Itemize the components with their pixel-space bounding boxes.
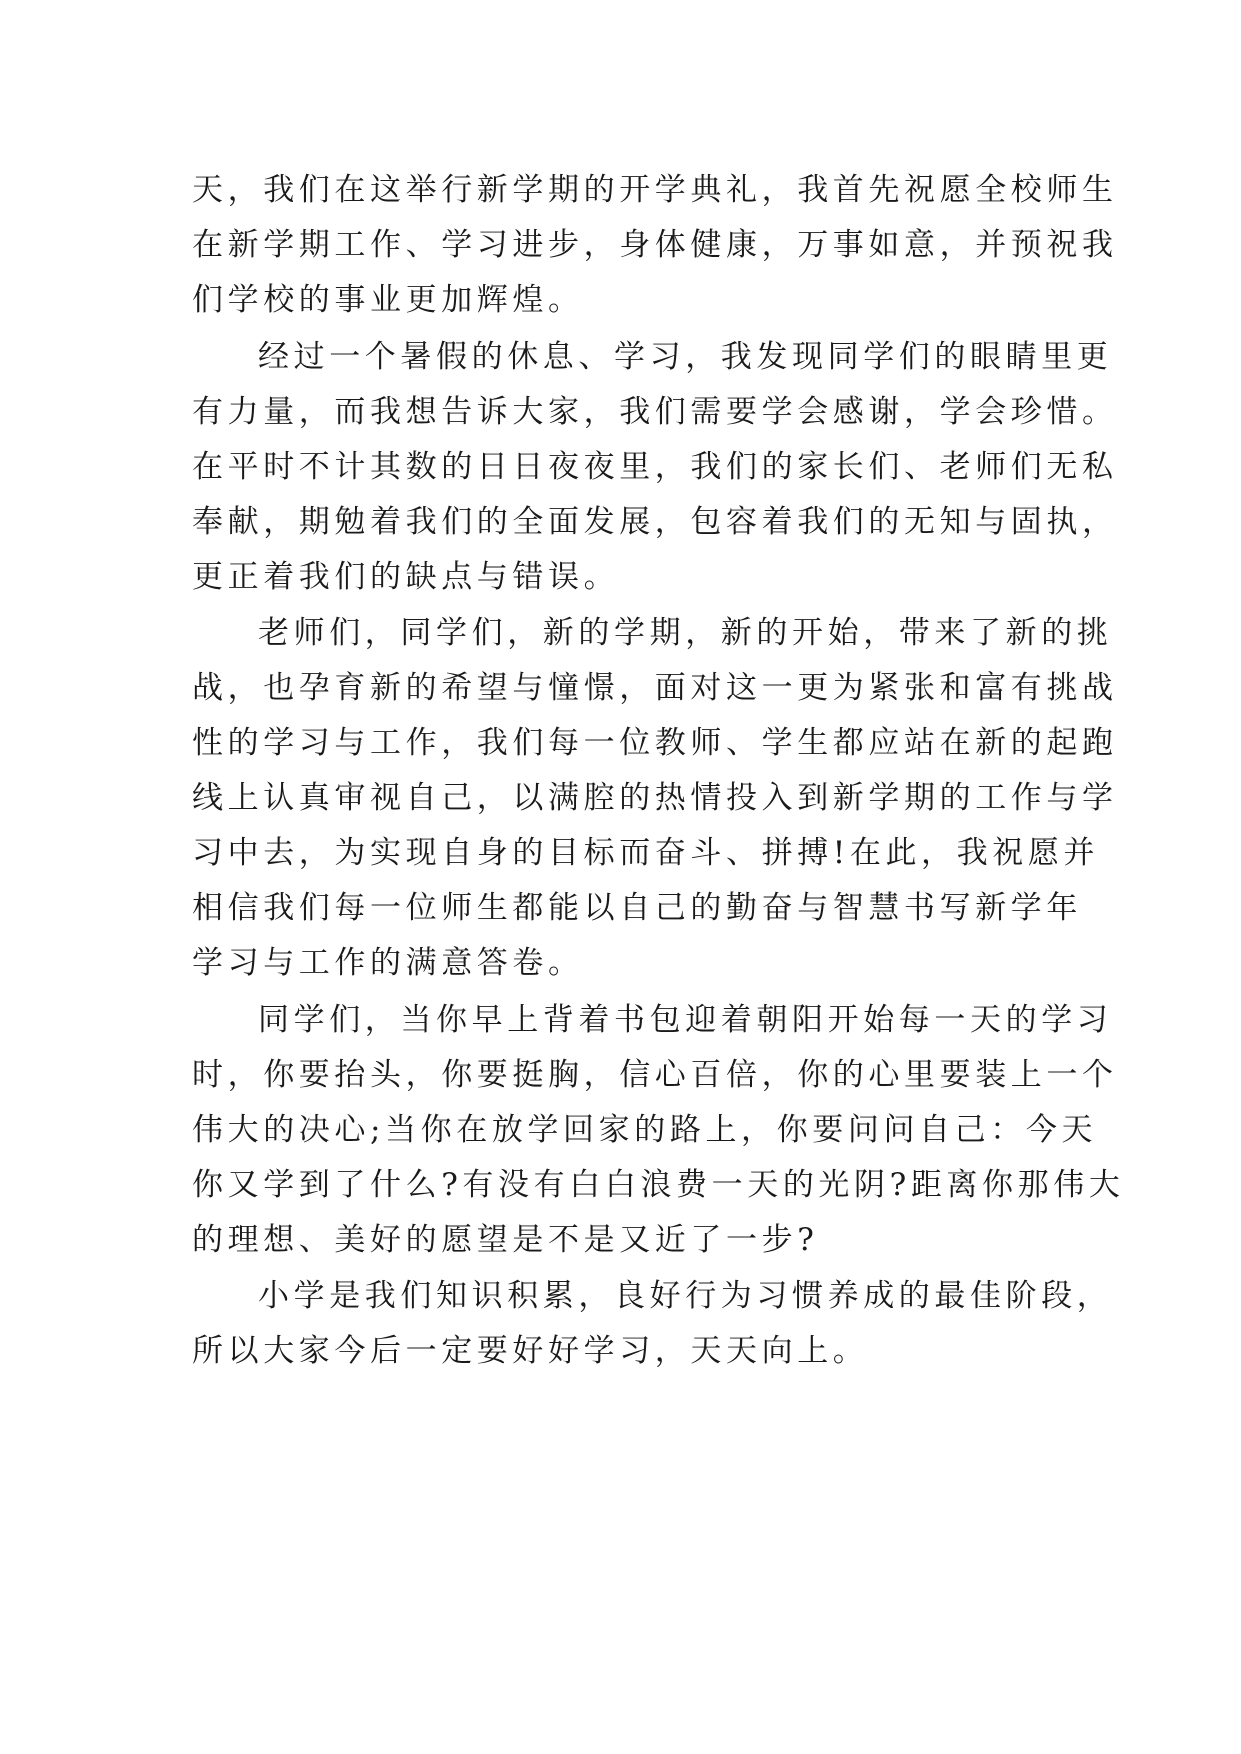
text-line: 有力量，而我想告诉大家，我们需要学会感谢，学会珍惜。 <box>192 394 1118 430</box>
text-line: 相信我们每一位师生都能以自己的勤奋与智慧书写新学年 <box>192 890 1082 926</box>
text-line: 们学校的事业更加辉煌。 <box>192 282 584 318</box>
text-line: 习中去，为实现自身的目标而奋斗、拼搏!在此，我祝愿并 <box>192 835 1100 871</box>
text-line: 伟大的决心;当你在放学回家的路上，你要问问自己：今天 <box>192 1112 1098 1148</box>
text-line: 更正着我们的缺点与错误。 <box>192 559 620 595</box>
text-line: 在新学期工作、学习进步，身体健康，万事如意，并预祝我 <box>192 227 1118 263</box>
text-line: 同学们，当你早上背着书包迎着朝阳开始每一天的学习 <box>258 1002 1113 1038</box>
text-line: 学习与工作的满意答卷。 <box>192 945 584 981</box>
text-line: 奉献，期勉着我们的全面发展，包容着我们的无知与固执， <box>192 504 1118 540</box>
text-line: 在平时不计其数的日日夜夜里，我们的家长们、老师们无私 <box>192 449 1118 485</box>
text-line: 的理想、美好的愿望是不是又近了一步? <box>192 1222 819 1258</box>
text-line: 战，也孕育新的希望与憧憬，面对这一更为紧张和富有挑战 <box>192 670 1118 706</box>
text-line: 天，我们在这举行新学期的开学典礼，我首先祝愿全校师生 <box>192 172 1118 208</box>
text-line: 性的学习与工作，我们每一位教师、学生都应站在新的起跑 <box>192 725 1118 761</box>
text-line: 老师们，同学们，新的学期，新的开始，带来了新的挑 <box>258 615 1113 651</box>
text-line: 线上认真审视自己，以满腔的热情投入到新学期的工作与学 <box>192 780 1118 816</box>
text-line: 时，你要抬头，你要挺胸，信心百倍，你的心里要装上一个 <box>192 1057 1118 1093</box>
text-line: 你又学到了什么?有没有白白浪费一天的光阴?距离你那伟大 <box>192 1167 1125 1203</box>
text-line: 小学是我们知识积累，良好行为习惯养成的最佳阶段， <box>258 1278 1113 1314</box>
text-line: 所以大家今后一定要好好学习，天天向上。 <box>192 1333 869 1369</box>
text-line: 经过一个暑假的休息、学习，我发现同学们的眼睛里更 <box>258 339 1113 375</box>
